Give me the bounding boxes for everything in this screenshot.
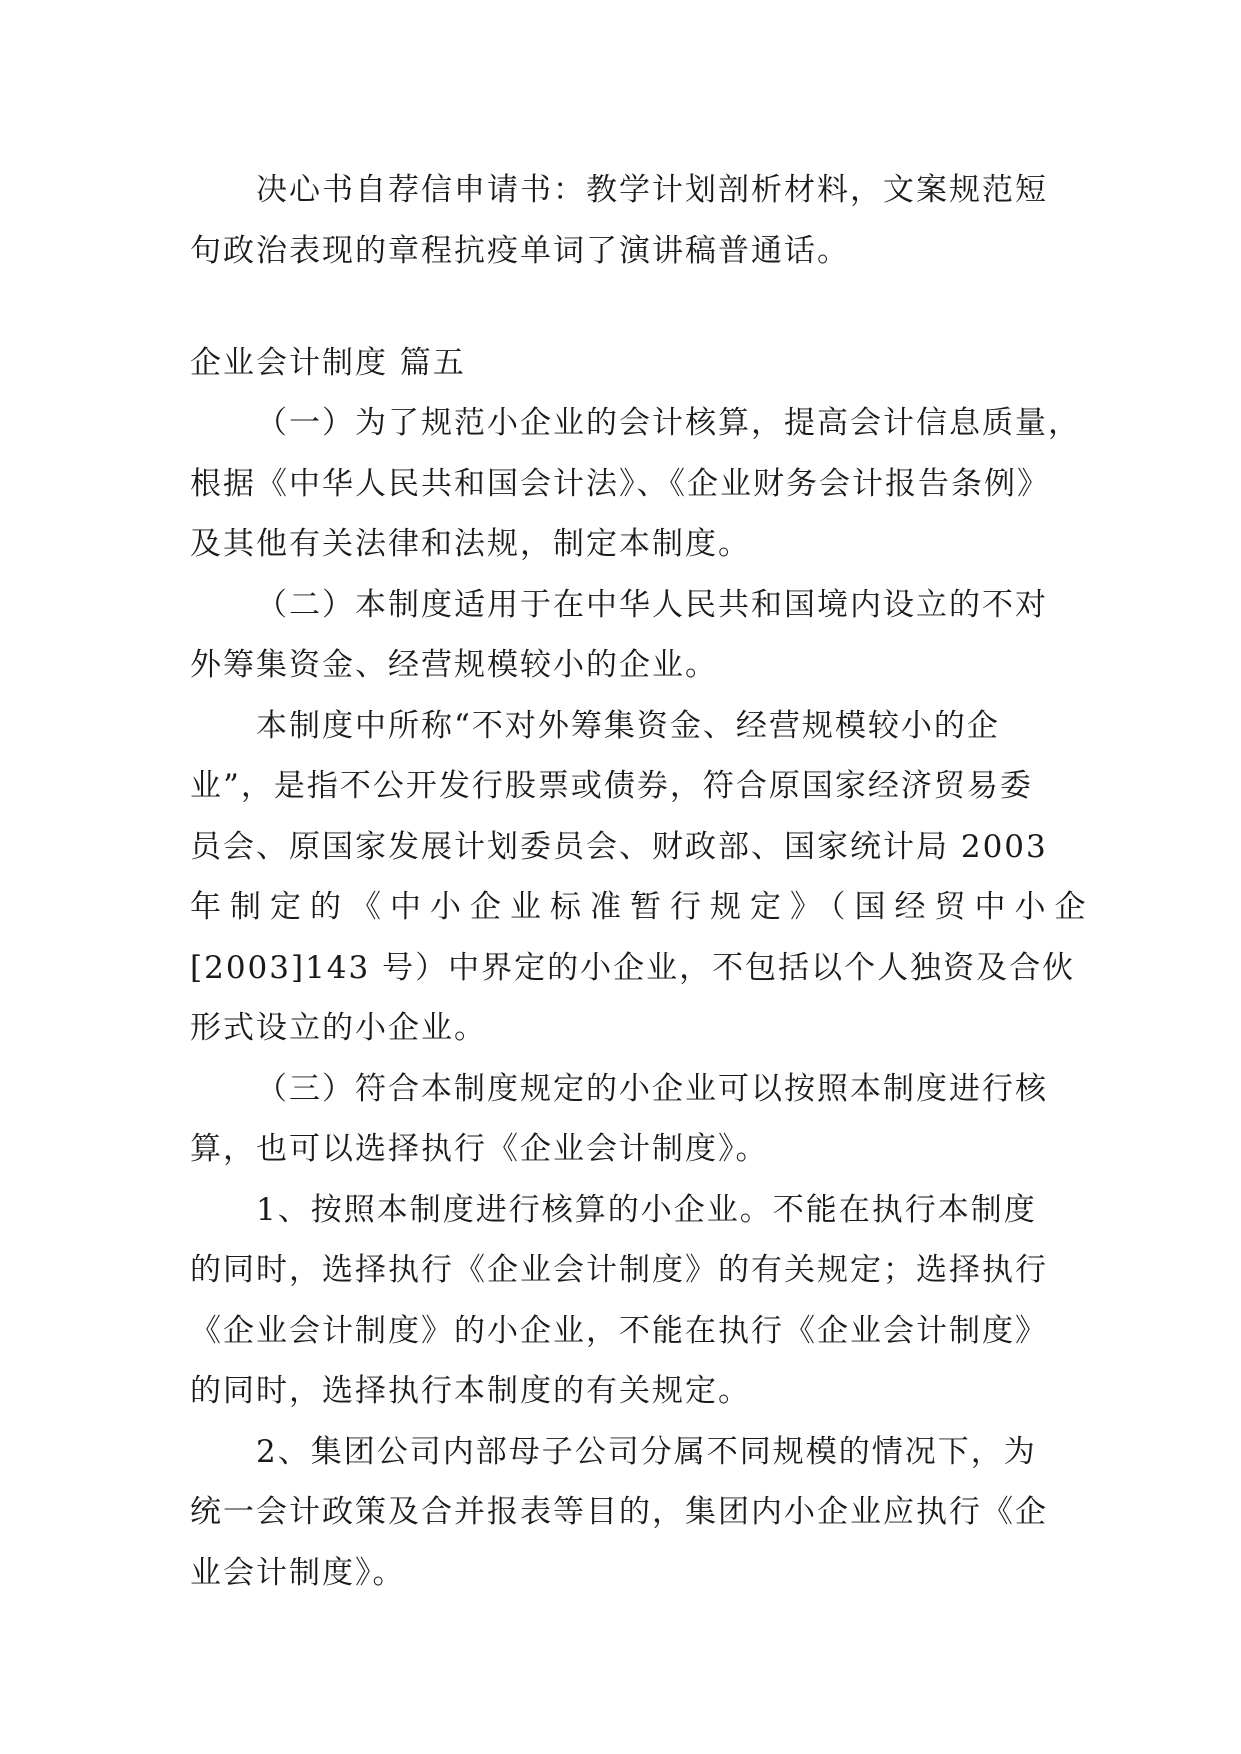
para-2-line-2: 外筹集资金、经营规模较小的企业。 — [190, 647, 718, 683]
para-3-line-6: 形式设立的小企业。 — [190, 1010, 487, 1046]
para-1-line-2: 根据《中华人民共和国会计法》、《企业财务会计报告条例》 — [190, 465, 1050, 502]
para-5-line-4: 的同时，选择执行本制度的有关规定。 — [190, 1373, 751, 1409]
para-4-line-2: 算，也可以选择执行《企业会计制度》。 — [190, 1131, 769, 1167]
body-paragraphs — [190, 393, 1095, 1603]
para-5-line-2: 的同时，选择执行《企业会计制度》的有关规定；选择执行 — [190, 1252, 1048, 1288]
para-1-line-3: 及其他有关法律和法规，制定本制度。 — [190, 526, 751, 562]
para-6-line-3: 业会计制度》。 — [190, 1554, 406, 1591]
para-3-line-3: 员会、原国家发展计划委员会、财政部、国家统计局 2003 — [190, 828, 1048, 865]
para-5-line-1: 1、按照本制度进行核算的小企业。不能在执行本制度 — [256, 1191, 1037, 1228]
para-6-line-1: 2、集团公司内部母子公司分属不同规模的情况下，为 — [256, 1433, 1037, 1470]
para-3-line-5: [2003]143 号）中界定的小企业，不包括以个人独资及合伙 — [190, 949, 1076, 986]
para-3-line-2: 业”，是指不公开发行股票或债券，符合原国家经济贸易委 — [190, 768, 1033, 804]
intro-line-2: 句政治表现的章程抗疫单词了演讲稿普通话。 — [190, 232, 850, 269]
intro-line-1: 决心书自荐信申请书：教学计划剖析材料，文案规范短 — [256, 172, 1048, 208]
para-2-line-1: （二）本制度适用于在中华人民共和国境内设立的不对 — [256, 586, 1048, 623]
para-4-line-1: （三）符合本制度规定的小企业可以按照本制度进行核 — [256, 1070, 1048, 1107]
para-1-line-1: （一）为了规范小企业的会计核算，提高会计信息质量， — [256, 405, 1081, 441]
para-3-line-1: 本制度中所称“不对外筹集资金、经营规模较小的企 — [256, 707, 1000, 744]
intro-block — [190, 160, 1050, 281]
para-5-line-3: 《企业会计制度》的小企业，不能在执行《企业会计制度》 — [190, 1312, 1048, 1349]
para-6-line-2: 统一会计政策及合并报表等目的，集团内小企业应执行《企 — [190, 1494, 1048, 1530]
section-title: 企业会计制度 篇五 — [190, 345, 466, 381]
para-3-line-4: 年制定的《中小企业标准暂行规定》（国经贸中小企 — [190, 889, 1095, 925]
